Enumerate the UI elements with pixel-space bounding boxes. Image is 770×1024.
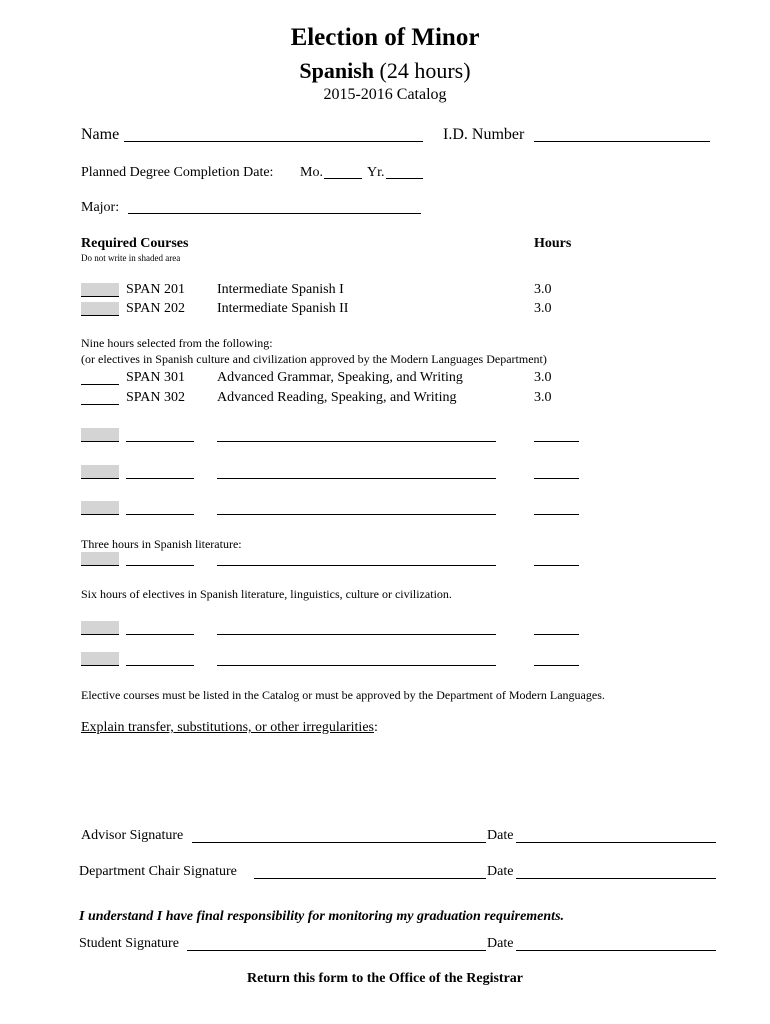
- selected-subheading: (or electives in Spanish culture and civilization approved by the Modern Languages Department): [81, 352, 547, 366]
- major-field[interactable]: [128, 213, 421, 214]
- course-grade-field[interactable]: [81, 404, 119, 405]
- catalog-note: Elective courses must be listed in the Catalog or must be approved by the Department of Modern Languages.: [81, 688, 605, 702]
- course-grade-field[interactable]: [81, 384, 119, 385]
- course-hours-field[interactable]: [534, 478, 579, 479]
- course-code: SPAN 301: [126, 370, 186, 385]
- literature-heading: Three hours in Spanish literature:: [81, 537, 242, 551]
- selected-heading: Nine hours selected from the following:: [81, 336, 273, 350]
- course-code: SPAN 201: [126, 282, 186, 297]
- advisor-signature-field[interactable]: [192, 842, 486, 843]
- course-hours: 3.0: [534, 301, 552, 316]
- course-hours-field[interactable]: [534, 665, 579, 666]
- course-hours: 3.0: [534, 370, 552, 385]
- major-label: Major:: [81, 200, 120, 215]
- course-code-field[interactable]: [126, 665, 194, 666]
- explain-heading: [81, 720, 378, 736]
- minor-hours: (24 hours): [379, 58, 471, 83]
- minor-subtitle: [0, 58, 770, 84]
- month-field[interactable]: [324, 178, 362, 179]
- explain-area[interactable]: [81, 745, 711, 815]
- year-field[interactable]: [386, 178, 423, 179]
- course-hours: 3.0: [534, 282, 552, 297]
- form-title: Election of Minor: [290, 24, 480, 51]
- shaded-box: [81, 501, 119, 515]
- shaded-box: [81, 552, 119, 566]
- course-title-field[interactable]: [217, 634, 496, 635]
- chair-signature-field[interactable]: [254, 878, 486, 879]
- advisor-date-field[interactable]: [516, 842, 716, 843]
- explain-label: Explain transfer, substitutions, or other irregularities: [81, 720, 374, 735]
- course-code-field[interactable]: [126, 441, 194, 442]
- shaded-box: [81, 302, 119, 316]
- shaded-area-note: Do not write in shaded area: [81, 253, 181, 263]
- student-signature-field[interactable]: [187, 950, 486, 951]
- shaded-box: [81, 652, 119, 666]
- course-code-field[interactable]: [126, 514, 194, 515]
- course-title-field[interactable]: [217, 478, 496, 479]
- student-signature-label: Student Signature: [79, 936, 179, 951]
- name-field[interactable]: [124, 141, 423, 142]
- required-courses-heading: Required Courses: [81, 236, 189, 251]
- course-hours-field[interactable]: [534, 441, 579, 442]
- hours-heading: Hours: [534, 236, 572, 251]
- shaded-box: [81, 428, 119, 442]
- course-code: SPAN 202: [126, 301, 186, 316]
- student-date-field[interactable]: [516, 950, 716, 951]
- return-instructions: Return this form to the Office of the Registrar: [246, 971, 524, 986]
- course-hours-field[interactable]: [534, 514, 579, 515]
- minor-subject: Spanish: [299, 58, 375, 83]
- id-number-label: I.D. Number: [443, 126, 525, 143]
- date-label: Date: [487, 828, 514, 843]
- course-title: Advanced Reading, Speaking, and Writing: [217, 390, 457, 405]
- electives-heading: Six hours of electives in Spanish literature, linguistics, culture or civilization.: [81, 587, 452, 601]
- course-hours-field[interactable]: [534, 565, 579, 566]
- completion-date-label: Planned Degree Completion Date:: [81, 165, 274, 180]
- course-code-field[interactable]: [126, 565, 194, 566]
- course-code-field[interactable]: [126, 634, 194, 635]
- chair-signature-label: Department Chair Signature: [79, 864, 237, 879]
- course-title-field[interactable]: [217, 514, 496, 515]
- course-title: Advanced Grammar, Speaking, and Writing: [217, 370, 463, 385]
- month-label: Mo.: [300, 165, 323, 180]
- course-code: SPAN 302: [126, 390, 186, 405]
- year-label: Yr.: [367, 165, 385, 180]
- course-title: Intermediate Spanish II: [217, 301, 349, 316]
- course-hours: 3.0: [534, 390, 552, 405]
- course-hours-field[interactable]: [534, 634, 579, 635]
- course-title-field[interactable]: [217, 565, 496, 566]
- course-title: Intermediate Spanish I: [217, 282, 344, 297]
- shaded-box: [81, 283, 119, 297]
- chair-date-field[interactable]: [516, 878, 716, 879]
- name-label: Name: [81, 126, 120, 143]
- explain-colon: :: [373, 720, 378, 735]
- shaded-box: [81, 465, 119, 479]
- responsibility-statement: I understand I have final responsibility for monitoring my graduation requirements.: [79, 909, 565, 924]
- advisor-signature-label: Advisor Signature: [81, 828, 184, 843]
- date-label: Date: [487, 936, 514, 951]
- date-label: Date: [487, 864, 514, 879]
- course-code-field[interactable]: [126, 478, 194, 479]
- catalog-year: 2015-2016 Catalog: [323, 86, 447, 103]
- course-title-field[interactable]: [217, 665, 496, 666]
- shaded-box: [81, 621, 119, 635]
- course-title-field[interactable]: [217, 441, 496, 442]
- id-number-field[interactable]: [534, 141, 710, 142]
